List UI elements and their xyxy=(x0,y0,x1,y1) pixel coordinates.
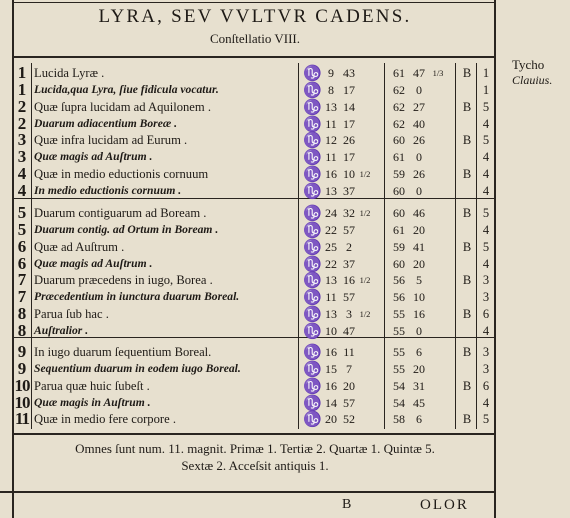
longitude-minutes: 7 xyxy=(346,361,352,376)
latitude-minutes: 16 xyxy=(413,307,425,322)
longitude-degrees: 16 xyxy=(325,345,337,359)
footer-summary-line2: Sextæ 2. Acceſsit antiquis 1. xyxy=(181,458,329,473)
magnitude: 3 xyxy=(482,345,490,359)
table-row xyxy=(0,320,496,340)
latitude-direction: B xyxy=(462,167,472,182)
longitude-minutes: 52 xyxy=(343,412,355,427)
header-rule xyxy=(12,56,496,58)
magnitude: 3 xyxy=(482,361,490,376)
longitude-minutes: 16 xyxy=(343,273,355,288)
star-number: 1 xyxy=(17,63,27,82)
capricorn-icon: ♑ xyxy=(303,271,322,290)
star-description: In medio eductionis cornuum . xyxy=(34,183,182,197)
table-row xyxy=(0,272,496,289)
capricorn-icon: ♑ xyxy=(303,410,322,429)
latitude-minutes: 6 xyxy=(416,412,422,427)
longitude-degrees: 13 xyxy=(325,273,337,288)
longitude-minutes: 57 xyxy=(343,290,355,305)
longitude-fraction: 1/2 xyxy=(359,275,371,286)
latitude-minutes: 45 xyxy=(413,395,425,410)
capricorn-icon: ♑ xyxy=(303,220,322,239)
capricorn-icon: ♑ xyxy=(303,359,322,378)
longitude-degrees: 11 xyxy=(325,290,337,305)
margin-note-tycho: Tycho xyxy=(512,57,545,72)
magnitude: 5 xyxy=(482,206,490,220)
star-number: 4 xyxy=(17,180,27,200)
star-description: Quæ magis ad Auſtrum . xyxy=(34,256,153,270)
star-description: Duarum contiguarum ad Boream . xyxy=(34,206,207,220)
latitude-degrees: 60 xyxy=(393,256,405,271)
latitude-minutes: 10 xyxy=(413,290,425,305)
star-description: Quæ infra lucidam ad Eurum . xyxy=(34,133,188,148)
latitude-degrees: 60 xyxy=(393,133,405,148)
longitude-minutes: 43 xyxy=(343,66,355,80)
longitude-degrees: 22 xyxy=(325,222,337,237)
table-row xyxy=(0,219,496,239)
margin-note-clavius: Clauius. xyxy=(512,73,553,87)
star-number: 5 xyxy=(17,203,27,222)
star-number: 1 xyxy=(17,79,27,99)
latitude-direction: B xyxy=(462,307,472,322)
star-description: Quæ ſupra lucidam ad Aquilonem . xyxy=(34,99,211,114)
latitude-degrees: 62 xyxy=(393,82,405,97)
capricorn-icon: ♑ xyxy=(303,321,322,340)
longitude-degrees: 20 xyxy=(325,412,337,427)
capricorn-icon: ♑ xyxy=(303,131,322,150)
longitude-degrees: 13 xyxy=(325,183,337,198)
star-description: Sequentium duarum in eodem iugo Boreal. xyxy=(34,361,241,375)
latitude-degrees: 62 xyxy=(393,116,405,131)
magnitude: 1 xyxy=(482,66,490,80)
latitude-degrees: 59 xyxy=(393,167,405,182)
star-number: 8 xyxy=(17,320,27,340)
capricorn-icon: ♑ xyxy=(303,204,322,222)
star-description: Quæ magis ad Auſtrum . xyxy=(34,150,153,164)
latitude-minutes: 27 xyxy=(413,99,425,114)
magnitude: 1 xyxy=(482,82,490,97)
star-number: 9 xyxy=(17,358,27,378)
magnitude: 4 xyxy=(482,395,490,410)
table-row xyxy=(0,236,496,256)
latitude-degrees: 61 xyxy=(393,66,405,80)
longitude-degrees: 11 xyxy=(325,150,337,165)
latitude-degrees: 55 xyxy=(393,307,405,322)
table-row xyxy=(0,306,496,323)
longitude-minutes: 47 xyxy=(343,323,355,338)
star-description: In iugo duarum ſequentium Boreal. xyxy=(34,345,212,359)
longitude-degrees: 13 xyxy=(325,307,337,322)
star-number: 11 xyxy=(14,409,30,429)
star-number: 10 xyxy=(14,392,30,412)
latitude-degrees: 55 xyxy=(393,361,405,376)
longitude-minutes: 57 xyxy=(343,222,355,237)
table-bottom-rule xyxy=(12,433,496,435)
longitude-minutes: 14 xyxy=(343,99,355,114)
table-row xyxy=(0,358,496,378)
magnitude: 6 xyxy=(482,378,490,393)
star-number: 7 xyxy=(17,287,27,307)
table-row xyxy=(0,96,496,116)
table-row xyxy=(0,65,496,82)
star-number: 4 xyxy=(17,164,27,184)
table-row xyxy=(0,166,496,183)
capricorn-icon: ♑ xyxy=(303,376,322,395)
magnitude: 5 xyxy=(482,99,490,114)
latitude-direction: B xyxy=(462,273,472,288)
latitude-minutes: 26 xyxy=(413,133,425,148)
table-row xyxy=(0,411,496,428)
latitude-minutes: 0 xyxy=(416,183,422,198)
longitude-minutes: 26 xyxy=(343,133,355,148)
longitude-degrees: 24 xyxy=(325,206,337,220)
latitude-degrees: 55 xyxy=(393,345,405,359)
latitude-direction: B xyxy=(462,345,472,359)
latitude-degrees: 60 xyxy=(393,206,405,220)
capricorn-icon: ♑ xyxy=(303,114,322,133)
star-number: 6 xyxy=(17,253,27,273)
star-description: Parua ſub hac . xyxy=(34,307,109,322)
latitude-minutes: 40 xyxy=(413,116,425,131)
capricorn-icon: ♑ xyxy=(303,393,322,412)
star-number: 2 xyxy=(17,113,27,133)
star-description: Quæ magis in Auſtrum . xyxy=(34,395,151,409)
capricorn-icon: ♑ xyxy=(303,305,322,324)
longitude-minutes: 17 xyxy=(343,116,355,131)
footer-rule xyxy=(0,491,496,493)
longitude-degrees: 9 xyxy=(328,66,334,80)
longitude-minutes: 11 xyxy=(343,345,355,359)
longitude-minutes: 3 xyxy=(346,307,352,322)
longitude-minutes: 57 xyxy=(343,395,355,410)
longitude-fraction: 1/2 xyxy=(359,208,371,218)
capricorn-icon: ♑ xyxy=(303,343,322,361)
latitude-minutes: 5 xyxy=(416,273,422,288)
longitude-degrees: 14 xyxy=(325,395,337,410)
table-row xyxy=(0,149,496,166)
magnitude: 5 xyxy=(482,133,490,148)
star-description: Lucida Lyræ . xyxy=(34,66,105,80)
longitude-minutes: 10 xyxy=(343,167,355,182)
magnitude: 3 xyxy=(482,273,490,288)
latitude-minutes: 20 xyxy=(413,256,425,271)
star-number: 5 xyxy=(17,219,27,239)
latitude-degrees: 54 xyxy=(393,395,405,410)
star-description: Quæ ad Auſtrum . xyxy=(34,239,125,254)
capricorn-icon: ♑ xyxy=(303,165,322,184)
signature-mark: B xyxy=(342,497,352,512)
table-row xyxy=(0,79,496,99)
latitude-minutes: 20 xyxy=(413,222,425,237)
longitude-minutes: 17 xyxy=(343,82,355,97)
magnitude: 4 xyxy=(482,167,490,182)
magnitude: 4 xyxy=(482,256,490,271)
latitude-degrees: 56 xyxy=(393,290,405,305)
latitude-minutes: 46 xyxy=(413,206,425,220)
longitude-degrees: 22 xyxy=(325,256,337,271)
latitude-minutes: 26 xyxy=(413,167,425,182)
longitude-fraction: 1/2 xyxy=(359,309,371,320)
magnitude: 4 xyxy=(482,323,490,338)
top-rule xyxy=(12,2,496,3)
star-number: 9 xyxy=(17,342,27,361)
latitude-degrees: 62 xyxy=(393,99,405,114)
table-row xyxy=(0,132,496,149)
longitude-minutes: 2 xyxy=(346,239,352,254)
table-row xyxy=(0,375,496,395)
capricorn-icon: ♑ xyxy=(303,237,322,256)
latitude-direction: B xyxy=(462,206,472,220)
latitude-degrees: 61 xyxy=(393,222,405,237)
latitude-minutes: 20 xyxy=(413,361,425,376)
star-number: 3 xyxy=(17,147,27,167)
longitude-degrees: 15 xyxy=(325,361,337,376)
star-description: Duarum adiacentium Boreæ . xyxy=(34,116,178,130)
latitude-minutes: 47 xyxy=(413,66,425,80)
latitude-degrees: 54 xyxy=(393,378,405,393)
longitude-degrees: 13 xyxy=(325,99,337,114)
table-row xyxy=(0,113,496,133)
capricorn-icon: ♑ xyxy=(303,97,322,116)
latitude-direction: B xyxy=(462,412,472,427)
star-number: 6 xyxy=(17,236,27,256)
star-description: Parua quæ huic ſubeſt . xyxy=(34,378,150,393)
latitude-minutes: 41 xyxy=(413,239,425,254)
catchword: OLOR xyxy=(420,497,469,513)
longitude-degrees: 11 xyxy=(325,116,337,131)
star-number: 10 xyxy=(14,375,30,395)
longitude-degrees: 25 xyxy=(325,239,337,254)
star-description: Duarum præcedens in iugo, Borea . xyxy=(34,273,213,288)
capricorn-icon: ♑ xyxy=(303,148,322,167)
table-row xyxy=(0,344,496,361)
latitude-degrees: 58 xyxy=(393,412,405,427)
latitude-degrees: 56 xyxy=(393,273,405,288)
latitude-minutes: 0 xyxy=(416,150,422,165)
latitude-direction: B xyxy=(462,66,472,80)
latitude-degrees: 55 xyxy=(393,323,405,338)
latitude-minutes: 0 xyxy=(416,82,422,97)
star-description: Quæ in medio fere corpore . xyxy=(34,412,176,427)
star-description: Præcedentium in iunctura duarum Boreal. xyxy=(34,290,240,304)
table-row xyxy=(0,180,496,200)
star-description: Duarum contig. ad Ortum in Boream . xyxy=(34,222,219,236)
longitude-minutes: 37 xyxy=(343,256,355,271)
capricorn-icon: ♑ xyxy=(303,254,322,273)
star-number: 8 xyxy=(17,304,27,324)
star-number: 3 xyxy=(17,130,27,150)
longitude-degrees: 10 xyxy=(325,323,337,338)
longitude-fraction: 1/2 xyxy=(359,169,371,180)
magnitude: 4 xyxy=(482,183,490,198)
latitude-fraction: 1/3 xyxy=(432,68,444,78)
longitude-degrees: 16 xyxy=(325,167,337,182)
table-row xyxy=(0,289,496,306)
magnitude: 5 xyxy=(482,412,490,427)
capricorn-icon: ♑ xyxy=(303,288,322,307)
star-number: 7 xyxy=(17,270,27,290)
magnitude: 5 xyxy=(482,239,490,254)
longitude-minutes: 20 xyxy=(343,378,355,393)
latitude-degrees: 61 xyxy=(393,150,405,165)
magnitude: 4 xyxy=(482,150,490,165)
magnitude: 3 xyxy=(482,290,490,305)
magnitude: 6 xyxy=(482,307,490,322)
latitude-minutes: 6 xyxy=(416,345,422,359)
star-number: 2 xyxy=(17,96,27,116)
latitude-direction: B xyxy=(462,378,472,393)
magnitude: 4 xyxy=(482,116,490,131)
table-row xyxy=(0,392,496,412)
longitude-minutes: 17 xyxy=(343,150,355,165)
page-subtitle: Conſtellatio VIII. xyxy=(209,31,301,46)
magnitude: 4 xyxy=(482,222,490,237)
latitude-minutes: 0 xyxy=(416,323,422,338)
table-row xyxy=(0,205,496,222)
star-description: Quæ in medio eductionis cornuum xyxy=(34,167,209,182)
longitude-degrees: 8 xyxy=(328,82,334,97)
page-title: LYRA, SEV VVLTVR CADENS. xyxy=(98,6,412,27)
capricorn-icon: ♑ xyxy=(303,64,322,82)
latitude-degrees: 59 xyxy=(393,239,405,254)
longitude-degrees: 16 xyxy=(325,378,337,393)
star-description: Lucida,qua Lyra, ſiue fidicula vocatur. xyxy=(34,82,219,96)
table-row xyxy=(0,253,496,273)
longitude-degrees: 12 xyxy=(325,133,337,148)
latitude-direction: B xyxy=(462,239,472,254)
latitude-direction: B xyxy=(462,99,472,114)
latitude-minutes: 31 xyxy=(413,378,425,393)
capricorn-icon: ♑ xyxy=(303,80,322,99)
capricorn-icon: ♑ xyxy=(303,181,322,200)
longitude-minutes: 37 xyxy=(343,183,355,198)
star-description: Auſtralior . xyxy=(34,323,89,337)
latitude-degrees: 60 xyxy=(393,183,405,198)
longitude-minutes: 32 xyxy=(343,206,355,220)
latitude-direction: B xyxy=(462,133,472,148)
footer-summary-line1: Omnes ſunt num. 11. magnit. Primæ 1. Tertiæ 2. Quartæ 1. Quintæ 5. xyxy=(75,441,435,456)
